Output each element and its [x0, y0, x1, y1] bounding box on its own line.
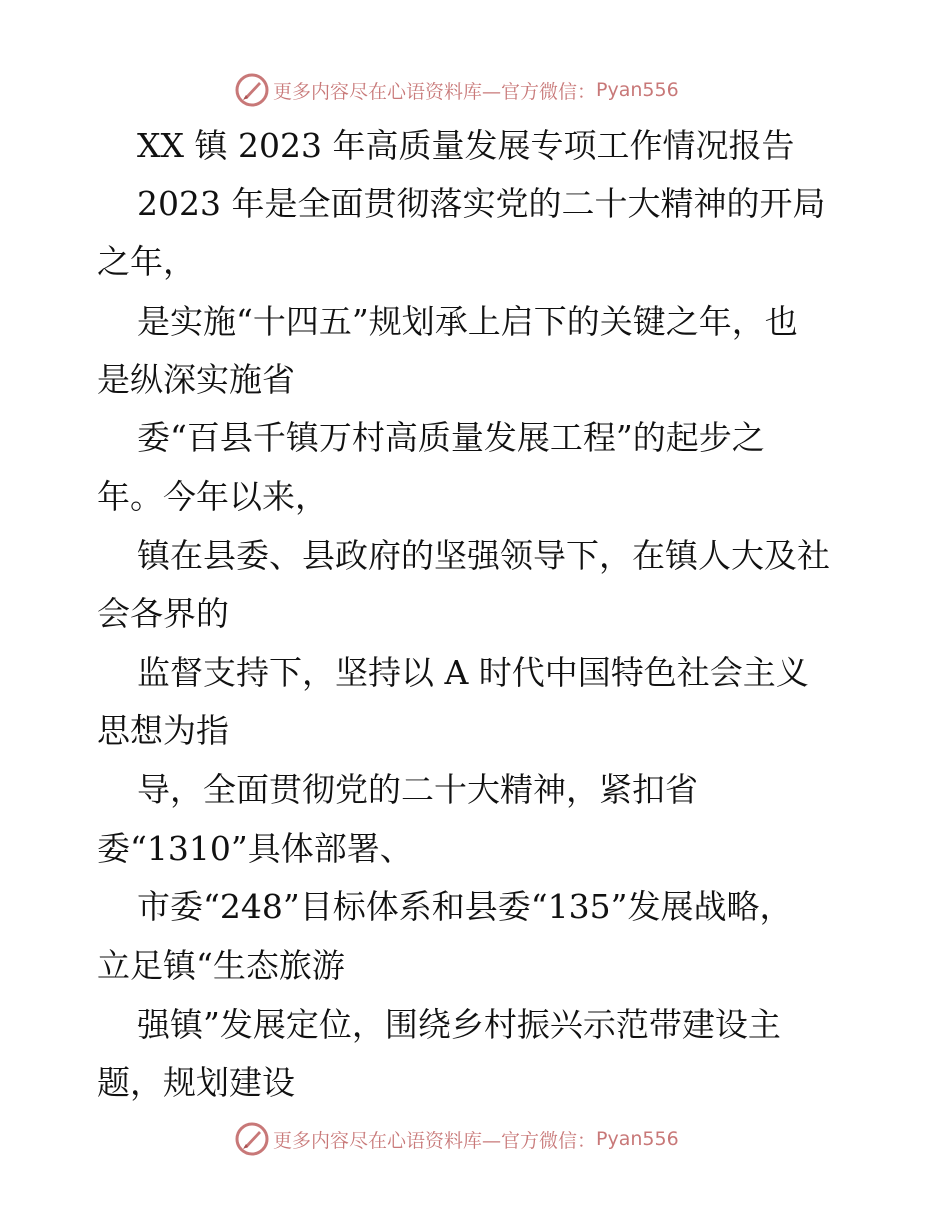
- paragraph-line: 监督支持下，坚持以 A 时代中国特色社会主义: [137, 653, 809, 692]
- paragraph-line: 委“百县千镇万村高质量发展工程”的起步之: [137, 418, 765, 457]
- paragraph-line: 之年，: [97, 242, 196, 281]
- paragraph-line: 2023 年是全面贯彻落实党的二十大精神的开局: [137, 184, 826, 223]
- paragraph-line: 思想为指: [97, 711, 229, 750]
- footer-watermark: [235, 1121, 679, 1157]
- quill-logo-icon: [235, 1122, 269, 1156]
- paragraph-line: 是纵深实施省: [97, 360, 295, 399]
- watermark-handle: Pyan556: [596, 1128, 679, 1150]
- quill-logo-icon: [235, 73, 269, 107]
- paragraph-line: 导，全面贯彻党的二十大精神，紧扣省: [137, 770, 698, 809]
- paragraph-line: 镇在县委、县政府的坚强领导下，在镇人大及社: [137, 536, 830, 575]
- header-watermark: [235, 72, 679, 108]
- paragraph-line: 年。今年以来，: [97, 477, 328, 516]
- paragraph-line: 是实施“十四五”规划承上启下的关键之年，也: [137, 302, 798, 341]
- paragraph-line: 会各界的: [97, 594, 229, 633]
- paragraph-line: 题，规划建设: [97, 1063, 295, 1102]
- watermark-text: 更多内容尽在心语资料库—官方微信：: [273, 1129, 597, 1152]
- document-title: XX 镇 2023 年高质量发展专项工作情况报告: [137, 126, 795, 165]
- watermark-handle: Pyan556: [596, 79, 679, 101]
- paragraph-line: 立足镇“生态旅游: [97, 946, 345, 985]
- watermark-text: 更多内容尽在心语资料库—官方微信：: [273, 80, 597, 103]
- paragraph-line: 强镇”发展定位，围绕乡村振兴示范带建设主: [137, 1005, 781, 1044]
- paragraph-line: 市委“248”目标体系和县委“135”发展战略，: [137, 887, 793, 926]
- paragraph-line: 委“1310”具体部署、: [97, 829, 413, 868]
